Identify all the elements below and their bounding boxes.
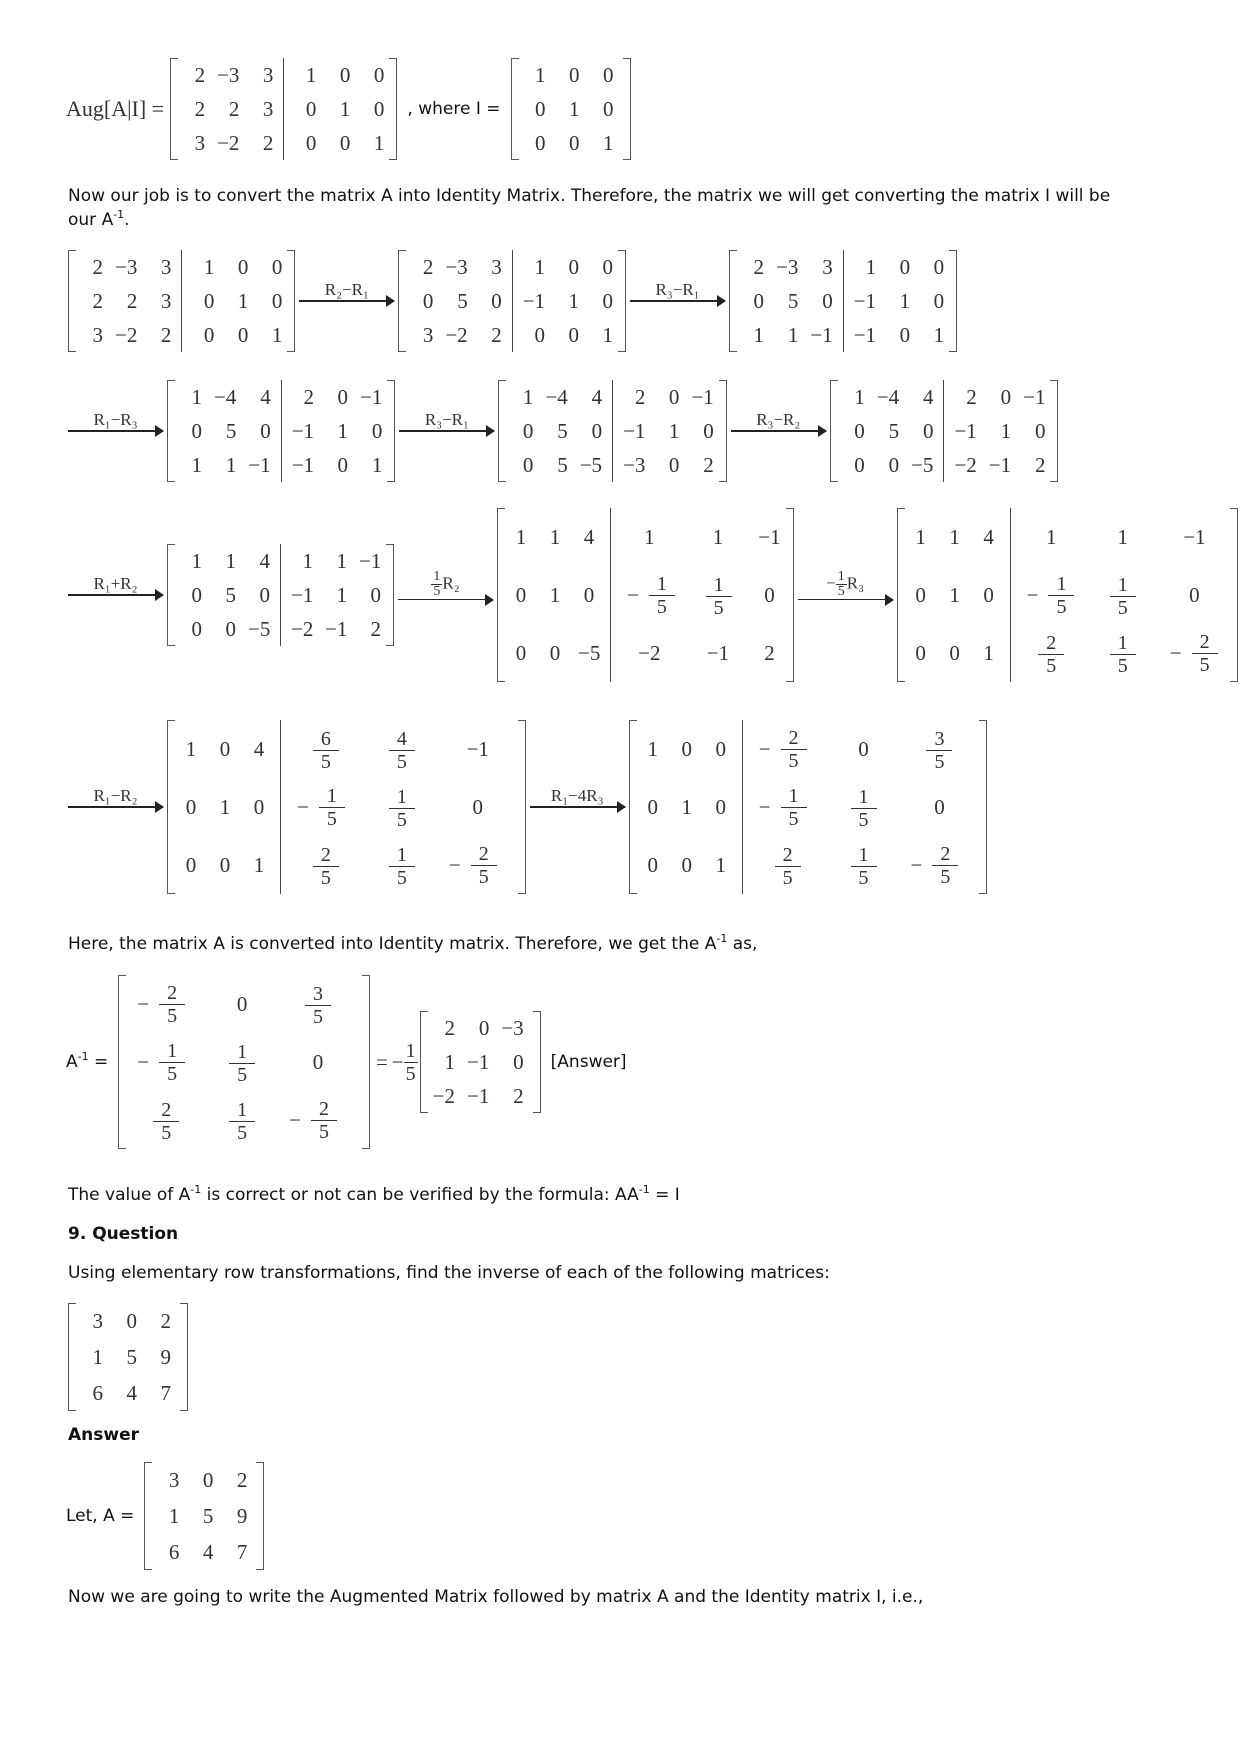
row-operation-arrow	[399, 410, 494, 452]
augmented-matrix: 2 −3 3 0 5 0 1 1 −1 1 0 0 −1 1 0 −1 0 1	[729, 250, 957, 352]
matrix-cell: 1	[444, 1049, 455, 1074]
matrix-cell: 4	[202, 1539, 214, 1564]
aug-matrix	[170, 58, 397, 160]
matrix-cell: −1	[466, 1083, 490, 1108]
matrix-cell: 6	[92, 1380, 103, 1405]
row-operation-label: R₃−R₁	[424, 410, 469, 430]
augmented-matrix: 2 −3 3 0 5 0 3 −2 2 1 0 0 −1 1 0 0 0 1	[398, 250, 626, 352]
augmented-matrix: 1 1 4 0 1 0 0 0 −5 1 1 −1 − 1 5 1 5 0 −2 −1 2	[497, 508, 794, 682]
aug-label: Aug[A|I] =	[66, 96, 165, 121]
row-operation-label: R₁+R₂	[93, 574, 138, 594]
matrix-cell: 0	[236, 991, 248, 1016]
augmented-matrix: 1 0 4 0 1 0 0 0 1 6 5 4 5 −1 − 1 5 1 5 0 2 5 1 5 − 2 5	[167, 720, 526, 894]
row-operation-label: R₁−R₂	[93, 786, 138, 806]
row-operation-arrow	[68, 574, 163, 616]
matrix-cell: 1 5	[207, 1039, 277, 1086]
matrix-cell: 2	[513, 1083, 524, 1108]
row-operation-arrow	[398, 570, 493, 621]
paragraph-intro: Now our job is to convert the matrix A into Identity Matrix. Therefore, the matrix we will get converting the matrix I will be our $A^{-1}$.	[68, 186, 1111, 230]
matrix-cell: 0	[305, 130, 317, 155]
augmented-matrix: 2 −3 3 2 2 3 3 −2 2 1 0 0 0 1 0 0 0 1	[68, 250, 295, 352]
matrix-cell: −2	[432, 1083, 455, 1108]
paragraph-converted: Here, the matrix A is converted into Identity matrix. Therefore, we get the $A^{-1}$ as,	[68, 932, 758, 954]
matrix-cell: 5	[202, 1503, 214, 1528]
matrix-cell: 3 5	[277, 981, 359, 1028]
matrix-cell: 5	[126, 1344, 137, 1369]
matrix-cell: 0	[126, 1308, 137, 1333]
matrix-cell: −3	[217, 62, 240, 87]
inverse-fraction-matrix	[118, 975, 370, 1149]
row-operation-arrow	[68, 410, 163, 452]
matrix-cell: −1	[466, 1049, 490, 1074]
matrix-cell: 6	[168, 1539, 180, 1564]
matrix-cell: 3	[92, 1308, 103, 1333]
row-operation-label: R₃−R₂	[756, 410, 801, 430]
step-row-1	[66, 250, 959, 352]
augmented-matrix: 1 1 4 0 5 0 0 0 −5 1 1 −1 −1 1 0 −2 −1 2	[167, 544, 394, 646]
matrix-cell: 1	[373, 130, 385, 155]
question-prompt: Using elementary row transformations, find the inverse of each of the following matrices:	[68, 1263, 830, 1283]
question-heading: 9. Question	[68, 1224, 179, 1244]
augmented-matrix: 1 −4 4 0 5 0 0 5 −5 2 0 −1 −1 1 0 −3 0 2	[498, 380, 726, 482]
step-row-2	[66, 380, 1060, 482]
matrix-cell: 7	[160, 1380, 171, 1405]
matrix-cell: −3	[501, 1015, 524, 1040]
matrix-cell: 9	[236, 1503, 248, 1528]
matrix-cell: 0	[535, 130, 546, 155]
matrix-cell: 1	[168, 1503, 180, 1528]
matrix-cell: 0	[603, 62, 614, 87]
matrix-cell: 1	[535, 62, 546, 87]
row-operation-label: R₁−R₃	[93, 410, 138, 430]
matrix-cell: 2	[444, 1015, 455, 1040]
row-operation-arrow	[530, 786, 625, 828]
matrix-cell: 1	[339, 96, 351, 121]
row-operation-label: R₂−R₁	[324, 280, 369, 300]
row-operation-arrow	[731, 410, 826, 452]
intro-aug-expression	[66, 58, 633, 160]
matrix-cell: 0	[202, 1467, 214, 1492]
matrix-cell: 0	[305, 96, 317, 121]
matrix-cell: 2	[228, 96, 240, 121]
step-row-3	[66, 508, 1240, 682]
matrix-cell: 0	[339, 62, 351, 87]
matrix-cell: 0	[569, 62, 580, 87]
matrix-cell: 0	[513, 1049, 524, 1074]
matrix-cell: 0	[339, 130, 351, 155]
where-text: , where I =	[407, 99, 501, 119]
matrix-cell: 2	[160, 1308, 171, 1333]
row-operation-arrow	[798, 570, 893, 621]
row-operation-label: R₃−R₁	[655, 280, 700, 300]
matrix-cell: 3	[262, 96, 274, 121]
matrix-cell: 0	[373, 96, 385, 121]
verify-text: The value of $A^{-1}$ is correct or not can be verified by the formula: $AA^{-1} = I$	[68, 1183, 680, 1205]
matrix-cell: −2	[217, 130, 240, 155]
inverse-integer-matrix	[420, 1011, 541, 1113]
matrix-cell: 2	[194, 62, 206, 87]
matrix-cell: 0	[478, 1015, 490, 1040]
matrix-cell: − 2 5	[125, 982, 207, 1027]
equals-sign: =	[375, 1049, 388, 1074]
matrix-cell: 2	[194, 96, 206, 121]
inverse-label: $A^{-1}$ =	[66, 1050, 109, 1072]
matrix-cell: − 1 5	[125, 1040, 207, 1085]
augmented-matrix: 1 0 0 0 1 0 0 0 1 − 2 5 0 3 5 − 1 5 1 5 0 2 5 1 5 − 2 5	[629, 720, 988, 894]
step-row-4	[66, 720, 989, 894]
matrix-cell: 0	[569, 130, 580, 155]
row-operation-arrow	[630, 280, 725, 322]
scalar-factor: − 1 5	[391, 1039, 416, 1085]
matrix-cell: − 2 5	[277, 1098, 359, 1143]
augmented-matrix: 1 1 4 0 1 0 0 0 1 1 1 −1 − 1 5 1 5 0 2 5 1 5 − 2 5	[897, 508, 1238, 682]
identity-matrix	[511, 58, 631, 160]
matrix-cell: 1	[569, 96, 580, 121]
answer-tag: [Answer]	[550, 1052, 627, 1072]
matrix-cell: 9	[160, 1344, 171, 1369]
augmented-matrix: 1 −4 4 0 5 0 0 0 −5 2 0 −1 −1 1 0 −2 −1 2	[830, 380, 1059, 482]
matrix-cell: 2 5	[125, 1097, 207, 1144]
inverse-result	[66, 975, 635, 1149]
row-operation-arrow	[299, 280, 394, 322]
row-operation-label: − $\frac{1}{5}$ R₃	[826, 568, 865, 599]
matrix-cell: 2	[236, 1467, 248, 1492]
matrix-cell: 1	[92, 1344, 103, 1369]
matrix-cell: 0	[312, 1049, 324, 1074]
matrix-cell: 1	[305, 62, 317, 87]
matrix-cell: 3	[194, 130, 206, 155]
matrix-cell: 4	[126, 1380, 137, 1405]
matrix-cell: 0	[535, 96, 546, 121]
question-matrix	[66, 1303, 190, 1411]
matrix-cell: 7	[236, 1539, 248, 1564]
answer-heading: Answer	[68, 1425, 139, 1445]
let-a-expression	[66, 1462, 266, 1570]
matrix-cell: 2	[262, 130, 274, 155]
row-operation-label: R₁−4R₃	[550, 786, 604, 806]
row-operation-label: $\frac{1}{5}$ R₂	[433, 568, 460, 599]
row-operation-arrow	[68, 786, 163, 828]
matrix-cell: 3	[168, 1467, 180, 1492]
let-label: Let, A =	[66, 1506, 135, 1526]
matrix-cell: 0	[603, 96, 614, 121]
matrix-cell: 3	[262, 62, 274, 87]
matrix-cell: 1 5	[207, 1097, 277, 1144]
augmented-matrix: 1 −4 4 0 5 0 1 1 −1 2 0 −1 −1 1 0 −1 0 1	[167, 380, 395, 482]
matrix-cell: 0	[373, 62, 385, 87]
matrix-cell: 1	[603, 130, 614, 155]
closing-text: Now we are going to write the Augmented Matrix followed by matrix A and the Identity matrix I, i.e.,	[68, 1587, 924, 1607]
